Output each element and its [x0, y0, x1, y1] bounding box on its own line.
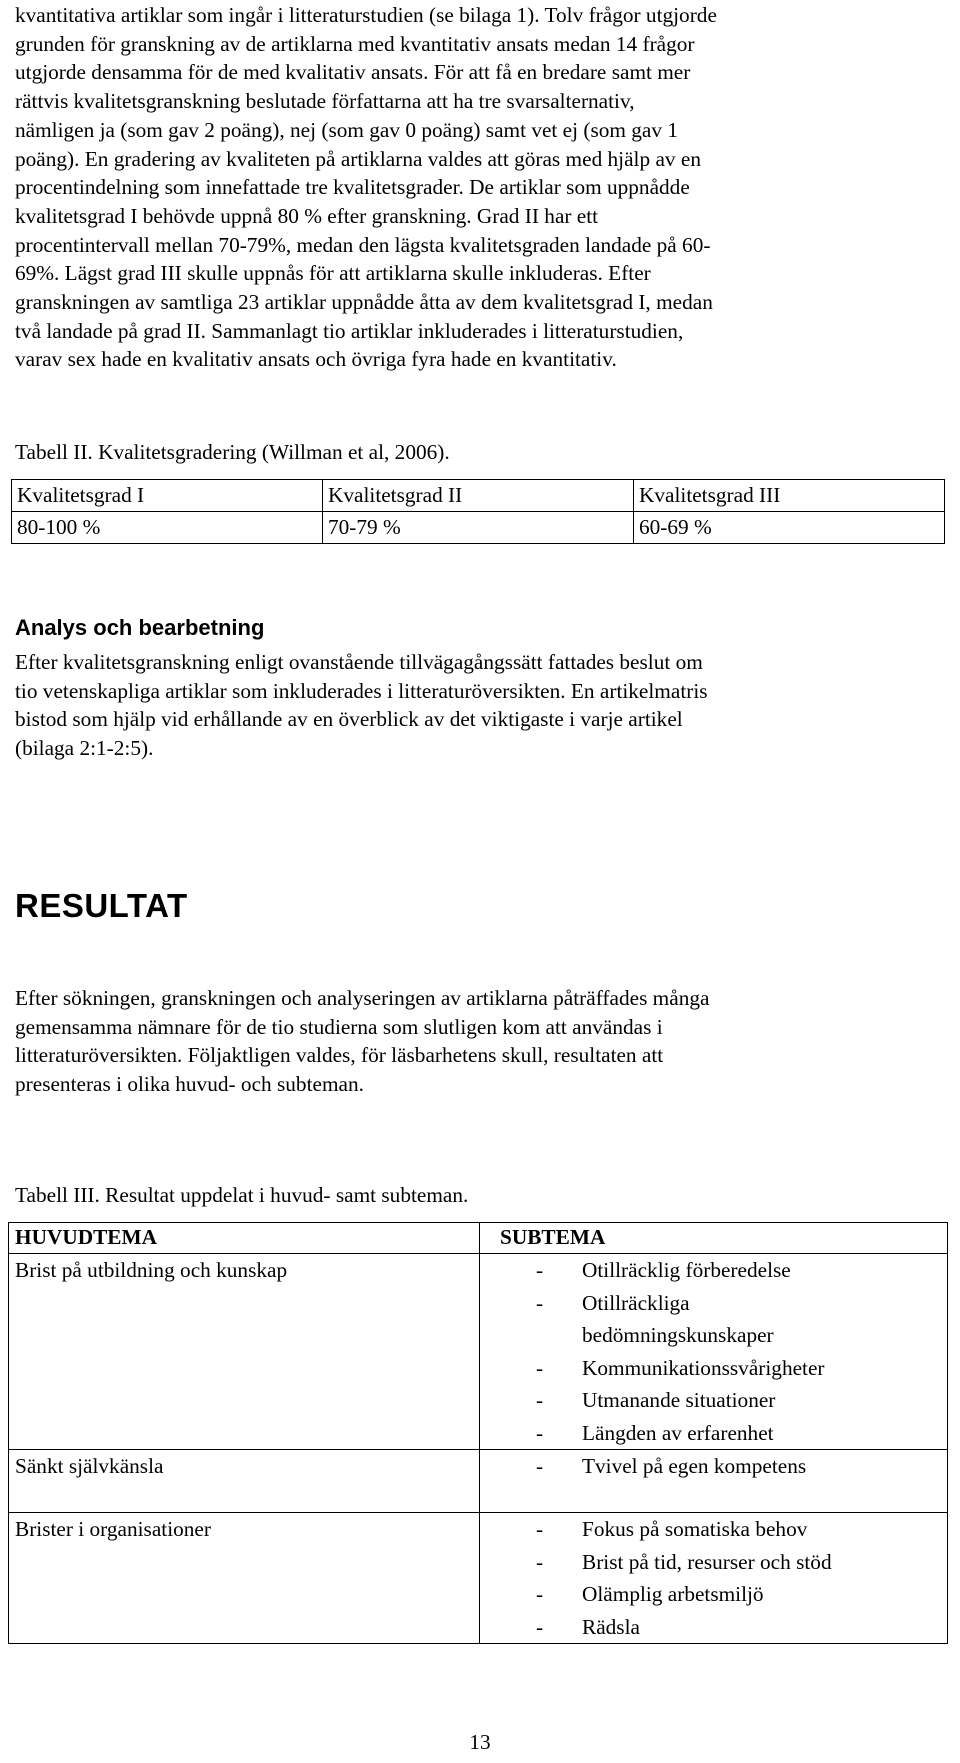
table-header-cell: Kvalitetsgrad I: [12, 480, 323, 512]
text-line: granskningen av samtliga 23 artiklar uppnådde åtta av dem kvalitetsgrad I, medan: [15, 290, 713, 315]
table-header-row: [12, 480, 945, 512]
main-theme-cell: Brister i organisationer: [9, 1513, 480, 1644]
dash-marker: -: [536, 1549, 544, 1574]
table-header-cell: HUVUDTEMA: [9, 1223, 480, 1254]
main-theme-cell: Brist på utbildning och kunskap: [9, 1254, 480, 1450]
main-theme-cell: Sänkt självkänsla: [9, 1450, 480, 1513]
list-item: [536, 1417, 941, 1450]
text-line: kvantitativa artiklar som ingår i litteraturstudien (se bilaga 1). Tolv frågor utgjorde: [15, 3, 717, 27]
dash-marker: -: [536, 1582, 544, 1606]
list-item: [536, 1611, 941, 1644]
text-line: procentindelning som innefattade tre kvalitetsgrader. De artiklar som uppnådde: [15, 175, 690, 200]
dash-marker: -: [536, 1517, 544, 1541]
sub-theme-cell: [480, 1513, 948, 1644]
sub-theme-label: Utmanande situationer: [582, 1388, 776, 1412]
text-line: varav sex hade en kvalitativ ansats och övriga fyra hade en kvantitativ.: [15, 347, 617, 372]
text-line: Efter kvalitetsgranskning enligt ovanstående tillvägagångssätt fattades beslut om: [15, 650, 703, 674]
sub-theme-label: Otillräcklig förberedelse: [582, 1258, 791, 1282]
resultat-paragraph: [15, 984, 955, 1099]
table-cell: 80-100 %: [12, 512, 323, 544]
section-heading-analys: Analys och bearbetning: [15, 615, 265, 640]
text-line: Efter sökningen, granskningen och analyseringen av artiklarna påträffades många: [15, 986, 710, 1010]
table-row: [9, 1254, 948, 1450]
list-item: [536, 1287, 941, 1352]
list-item: [536, 1352, 941, 1385]
table-header-cell: Kvalitetsgrad II: [323, 480, 634, 512]
dash-marker: -: [536, 1420, 544, 1445]
text-line: litteraturöversikten. Följaktligen valdes, för läsbarhetens skull, resultaten att: [15, 1043, 664, 1068]
table-header-cell: SUBTEMA: [480, 1223, 948, 1254]
sub-theme-label: Otillräckliga bedömningskunskaper: [582, 1290, 774, 1347]
dash-marker: -: [536, 1388, 544, 1412]
table-row: [12, 512, 945, 544]
list-item: [536, 1513, 941, 1546]
text-line: två landade på grad II. Sammanlagt tio artiklar inkluderades i litteraturstudien,: [15, 318, 684, 343]
text-line: bistod som hjälp vid erhållande av en överblick av det viktigaste i varje artikel: [15, 707, 683, 732]
sub-theme-label: Brist på tid, resurser och stöd: [582, 1549, 832, 1574]
text-line: rättvis kvalitetsgranskning beslutade författarna att ha tre svarsalternativ,: [15, 89, 635, 114]
sub-theme-list: [536, 1450, 941, 1483]
sub-theme-list: [536, 1513, 941, 1643]
text-line: kvalitetsgrad I behövde uppnå 80 % efter granskning. Grad II har ett: [15, 203, 599, 228]
sub-theme-cell: [480, 1254, 948, 1450]
table-header-row: [9, 1223, 948, 1254]
sub-theme-cell: [480, 1450, 948, 1513]
text-line: tio vetenskapliga artiklar som inkluderades i litteraturöversikten. En artikelmatris: [15, 678, 708, 703]
table-2-caption: Tabell II. Kvalitetsgradering (Willman et al, 2006).: [15, 440, 450, 464]
list-item: [536, 1254, 941, 1287]
table-row: [9, 1450, 948, 1513]
text-line: (bilaga 2:1-2:5).: [15, 736, 154, 761]
sub-theme-label: Olämplig arbetsmiljö: [582, 1582, 764, 1606]
text-line: poäng). En gradering av kvaliteten på artiklarna valdes att göras med hjälp av en: [15, 146, 701, 171]
sub-theme-label: Rädsla: [582, 1614, 640, 1639]
text-line: 69%. Lägst grad III skulle uppnås för att artiklarna skulle inkluderas. Efter: [15, 261, 651, 286]
table-header-cell: Kvalitetsgrad III: [634, 480, 945, 512]
sub-theme-label: Kommunikationssvårigheter: [582, 1355, 825, 1380]
text-line: nämligen ja (som gav 2 poäng), nej (som gav 0 poäng) samt vet ej (som gav 1: [15, 117, 679, 142]
dash-marker: -: [536, 1614, 544, 1639]
list-item: [536, 1546, 941, 1579]
sub-theme-label: Tvivel på egen kompetens: [582, 1454, 807, 1478]
table-cell: 60-69 %: [634, 512, 945, 544]
list-item: [536, 1450, 941, 1483]
text-line: grunden för granskning av de artiklarna med kvantitativ ansats medan 14 frågor: [15, 31, 695, 56]
quality-grade-table: [11, 479, 945, 544]
analys-paragraph: [15, 648, 955, 763]
text-line: gemensamma nämnare för de tio studierna som slutligen kom att användas i: [15, 1014, 663, 1039]
text-line: utgjorde densamma för de med kvalitativ ansats. För att få en bredare samt mer: [15, 60, 691, 85]
table-3-caption: Tabell III. Resultat uppdelat i huvud- samt subteman.: [15, 1183, 469, 1207]
list-item: [536, 1384, 941, 1417]
table-row: [9, 1513, 948, 1644]
text-line: procentintervall mellan 70-79%, medan den lägsta kvalitetsgraden landade på 60-: [15, 232, 711, 257]
table-cell: 70-79 %: [323, 512, 634, 544]
text-line: presenteras i olika huvud- och subteman.: [15, 1072, 364, 1097]
section-heading-resultat: RESULTAT: [15, 887, 188, 924]
sub-theme-label: Fokus på somatiska behov: [582, 1517, 808, 1541]
list-item: [536, 1578, 941, 1611]
sub-theme-list: [536, 1254, 941, 1449]
intro-paragraph: [15, 1, 955, 374]
page-number: 13: [469, 1730, 491, 1754]
dash-marker: -: [536, 1290, 544, 1315]
dash-marker: -: [536, 1454, 544, 1478]
dash-marker: -: [536, 1355, 544, 1380]
dash-marker: -: [536, 1258, 544, 1282]
sub-theme-label: Längden av erfarenhet: [582, 1420, 774, 1445]
theme-table: [8, 1222, 948, 1644]
